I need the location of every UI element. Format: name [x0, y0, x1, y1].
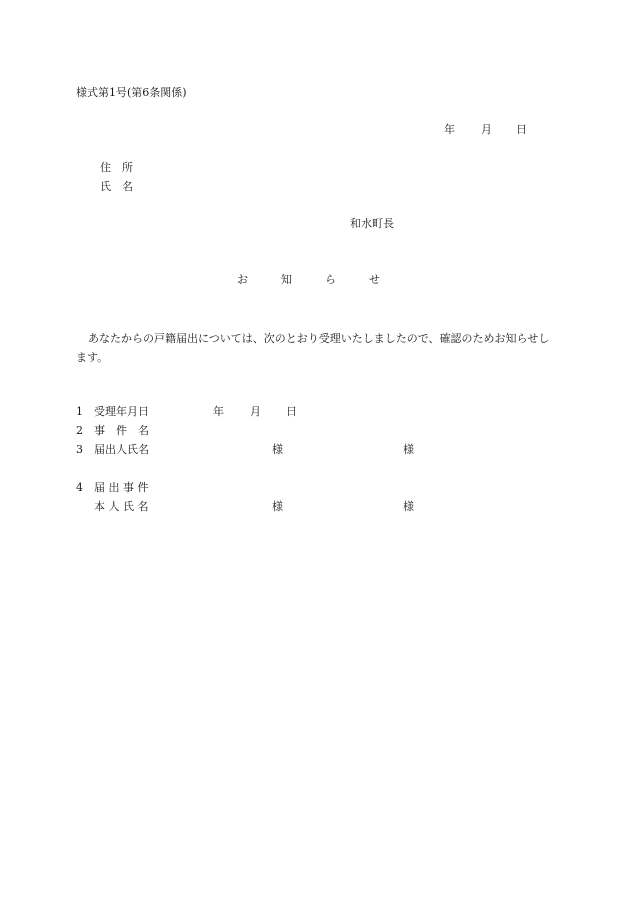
item2-number: 2 [76, 424, 83, 437]
item2-label: 事 件 名 [94, 424, 149, 437]
name-label: 氏 名 [100, 180, 133, 193]
item4-suffix-2: 様 [403, 500, 414, 513]
date-day: 日 [516, 123, 527, 136]
item3-suffix-2: 様 [403, 443, 414, 456]
notice-title: お 知 ら せ [237, 273, 380, 286]
item3-label: 届出人氏名 [94, 443, 149, 456]
form-number: 様式第1号(第6条関係) [76, 86, 187, 99]
item1-month: 月 [250, 405, 261, 418]
item1-day: 日 [286, 405, 297, 418]
item4-suffix-1: 様 [272, 500, 283, 513]
item3-suffix-1: 様 [272, 443, 283, 456]
item1-label: 受理年月日 [94, 405, 149, 418]
item4-number: 4 [76, 481, 83, 494]
date-month: 月 [481, 123, 492, 136]
item4-sub-label: 本 人 氏 名 [94, 500, 149, 513]
notice-body: あなたからの戸籍届出については、次のとおり受理いたしましたので、確認のためお知らせします。 [76, 332, 550, 364]
item1-year: 年 [213, 405, 224, 418]
item4-label: 届 出 事 件 [94, 481, 149, 494]
item3-number: 3 [76, 443, 83, 456]
address-label: 住 所 [100, 161, 133, 174]
date-year: 年 [444, 123, 455, 136]
item1-number: 1 [76, 405, 83, 418]
sender-title: 和水町長 [350, 217, 394, 230]
